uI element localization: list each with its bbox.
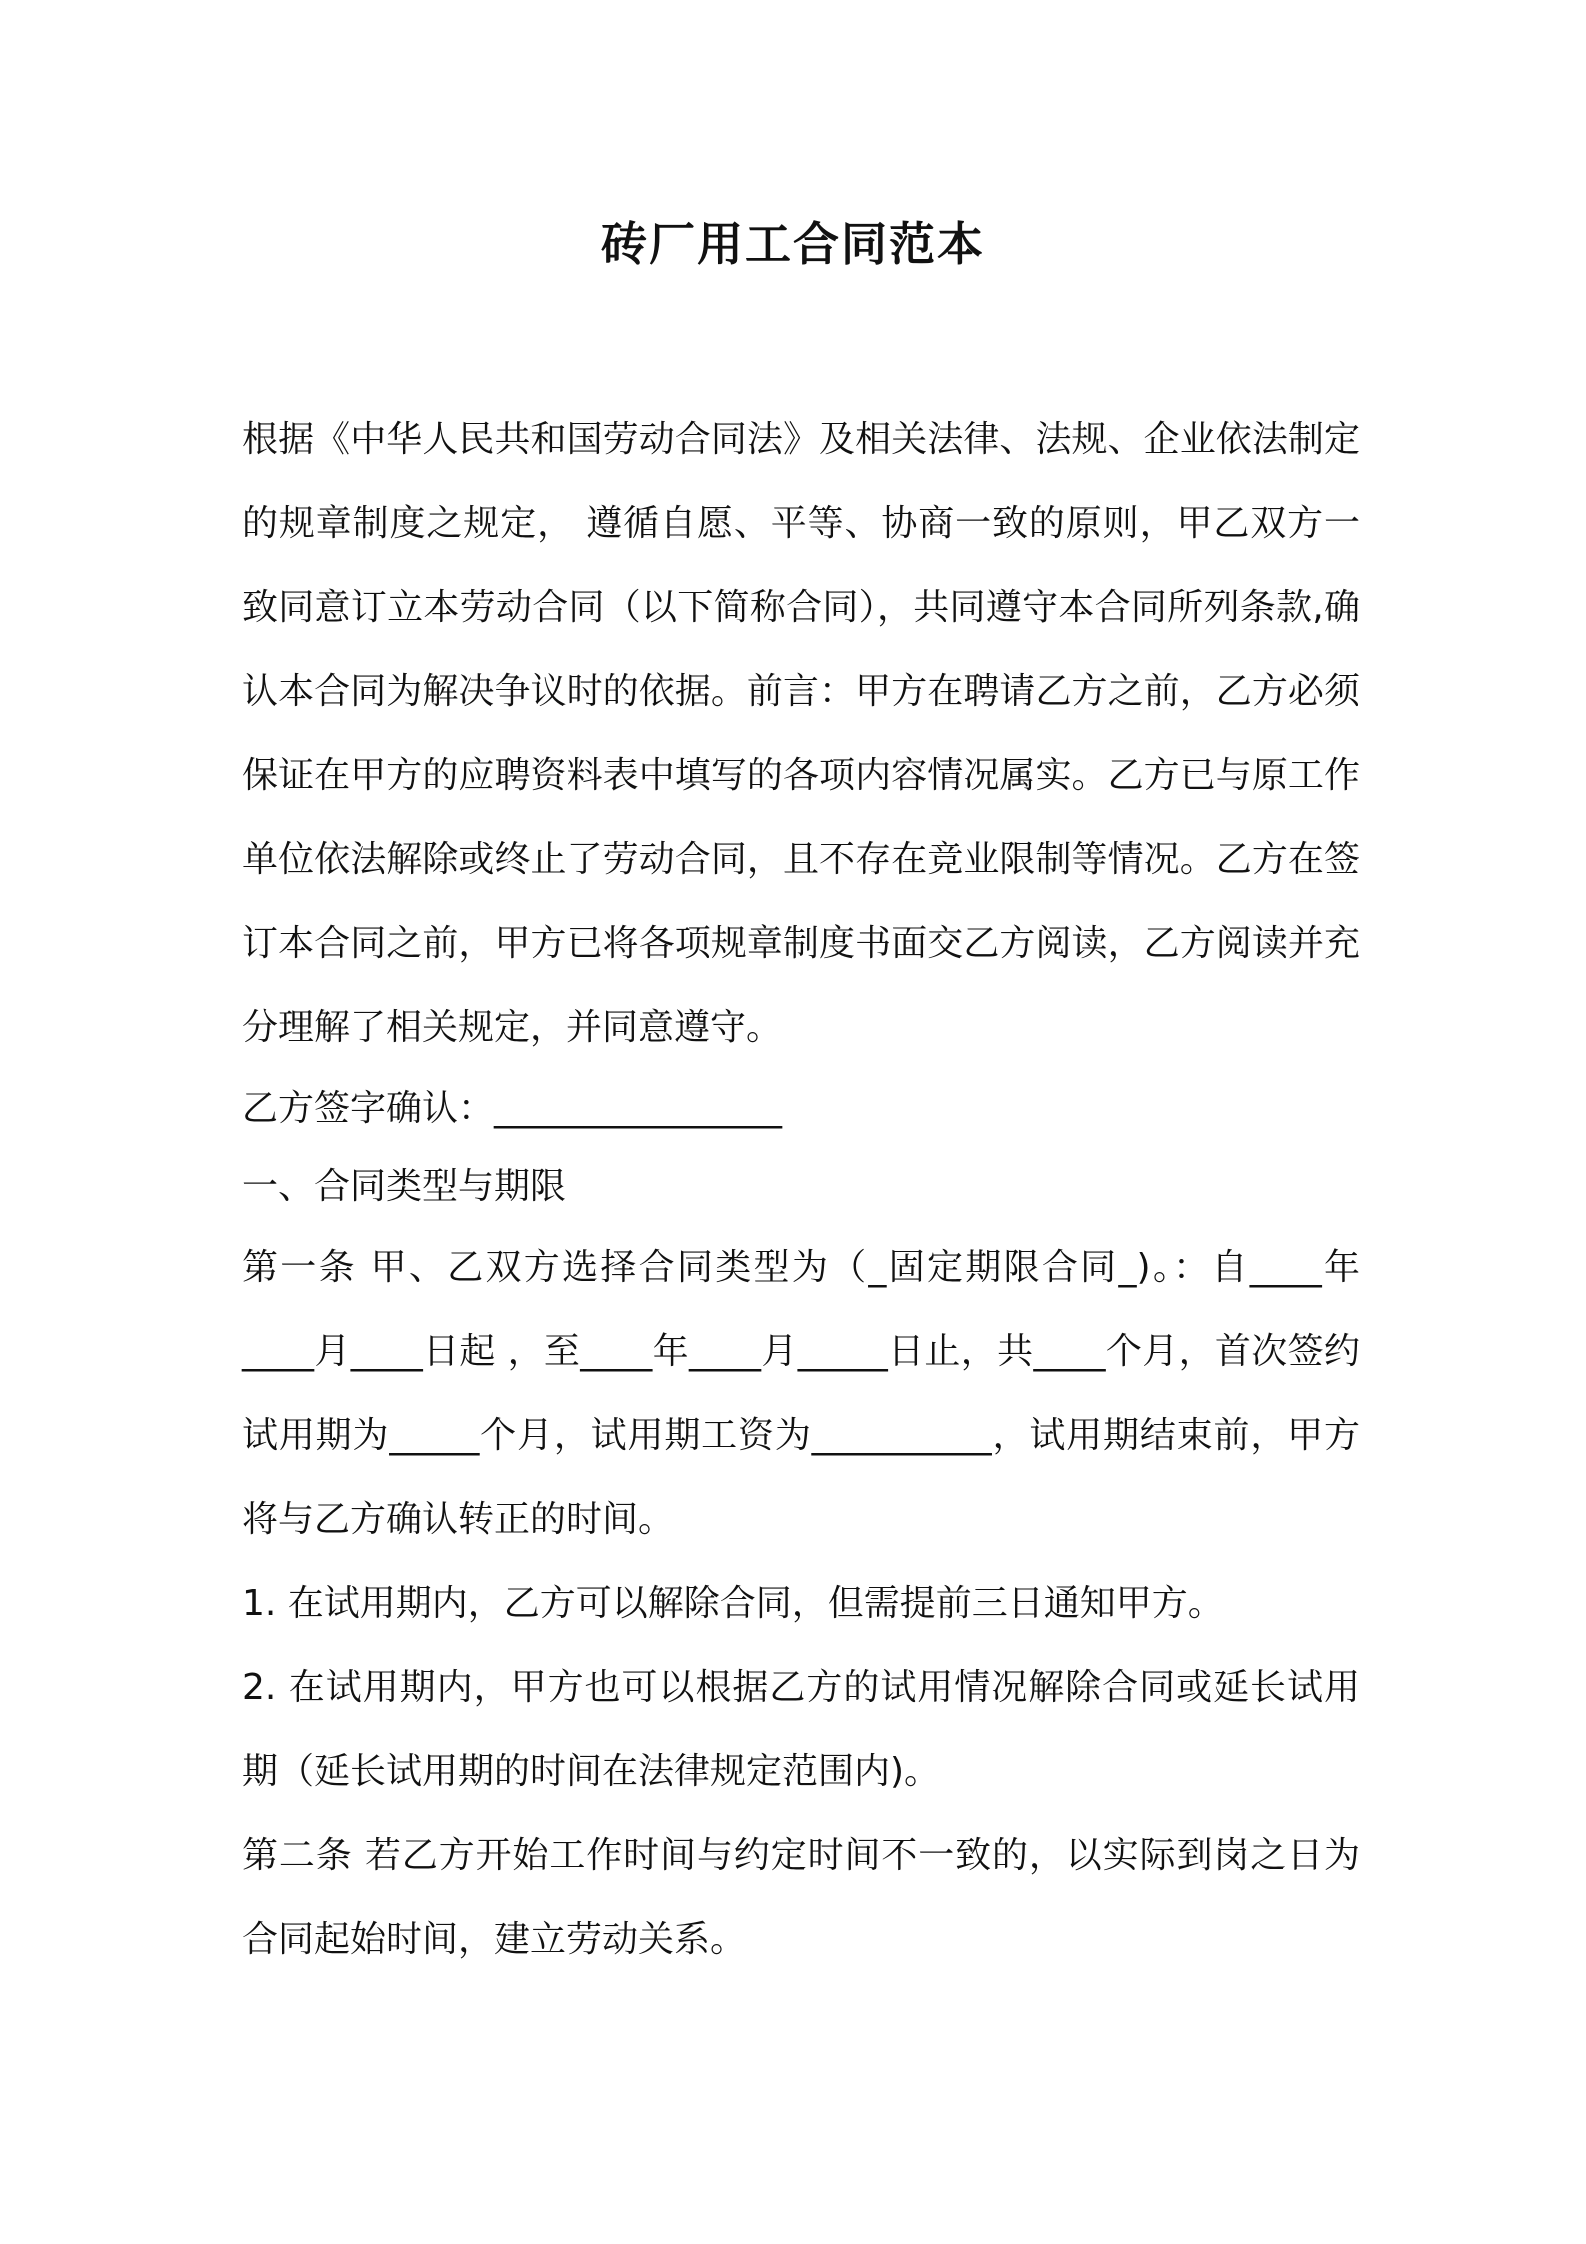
list-item-1: 1. 在试用期内，乙方可以解除合同，但需提前三日通知甲方。 bbox=[242, 1583, 1224, 1624]
article-2-paragraph: 第二条 若乙方开始工作时间与约定时间不一致的，以实际到岗之日为合同起始时间，建立劳动关系。 bbox=[242, 1835, 1360, 1960]
contract-body bbox=[242, 398, 1360, 1982]
list-item-2: 2. 在试用期内，甲方也可以根据乙方的试用情况解除合同或延长试用期（延长试用期的时间在法律规定范围内)。 bbox=[242, 1667, 1360, 1792]
article-1-paragraph: 第一条 甲、乙双方选择合同类型为（_固定期限合同_)。：自____年____月____日起 ，至____年____月_____日止，共____个月，首次签约试用期为_____个月，试用期工资为__________，试用期结束前，甲方将与乙方确认转正的时间。 bbox=[242, 1247, 1360, 1540]
signature-line: 乙方签字确认：________________ bbox=[242, 1088, 783, 1129]
page-title: 砖厂用工合同范本 bbox=[601, 217, 985, 271]
section-heading: 一、合同类型与期限 bbox=[242, 1166, 567, 1207]
preamble-paragraph: 根据《中华人民共和国劳动合同法》及相关法律、法规、企业依法制定的规章制度之规定， 遵循自愿、平等、协商一致的原则，甲乙双方一致同意订立本劳动合同（以下简称合同），共同遵守本合同所列条款,确认本合同为解决争议时的依据。前言：甲方在聘请乙方之前，乙方必须保证在甲方的应聘资料表中填写的各项内容情况属实。乙方已与原工作单位依法解除或终止了劳动合同，且不存在竞业限制等情况。乙方在签订本合同之前，甲方已将各项规章制度书面交乙方阅读，乙方阅读并充分理解了相关规定，并同意遵守。 bbox=[242, 419, 1360, 1048]
